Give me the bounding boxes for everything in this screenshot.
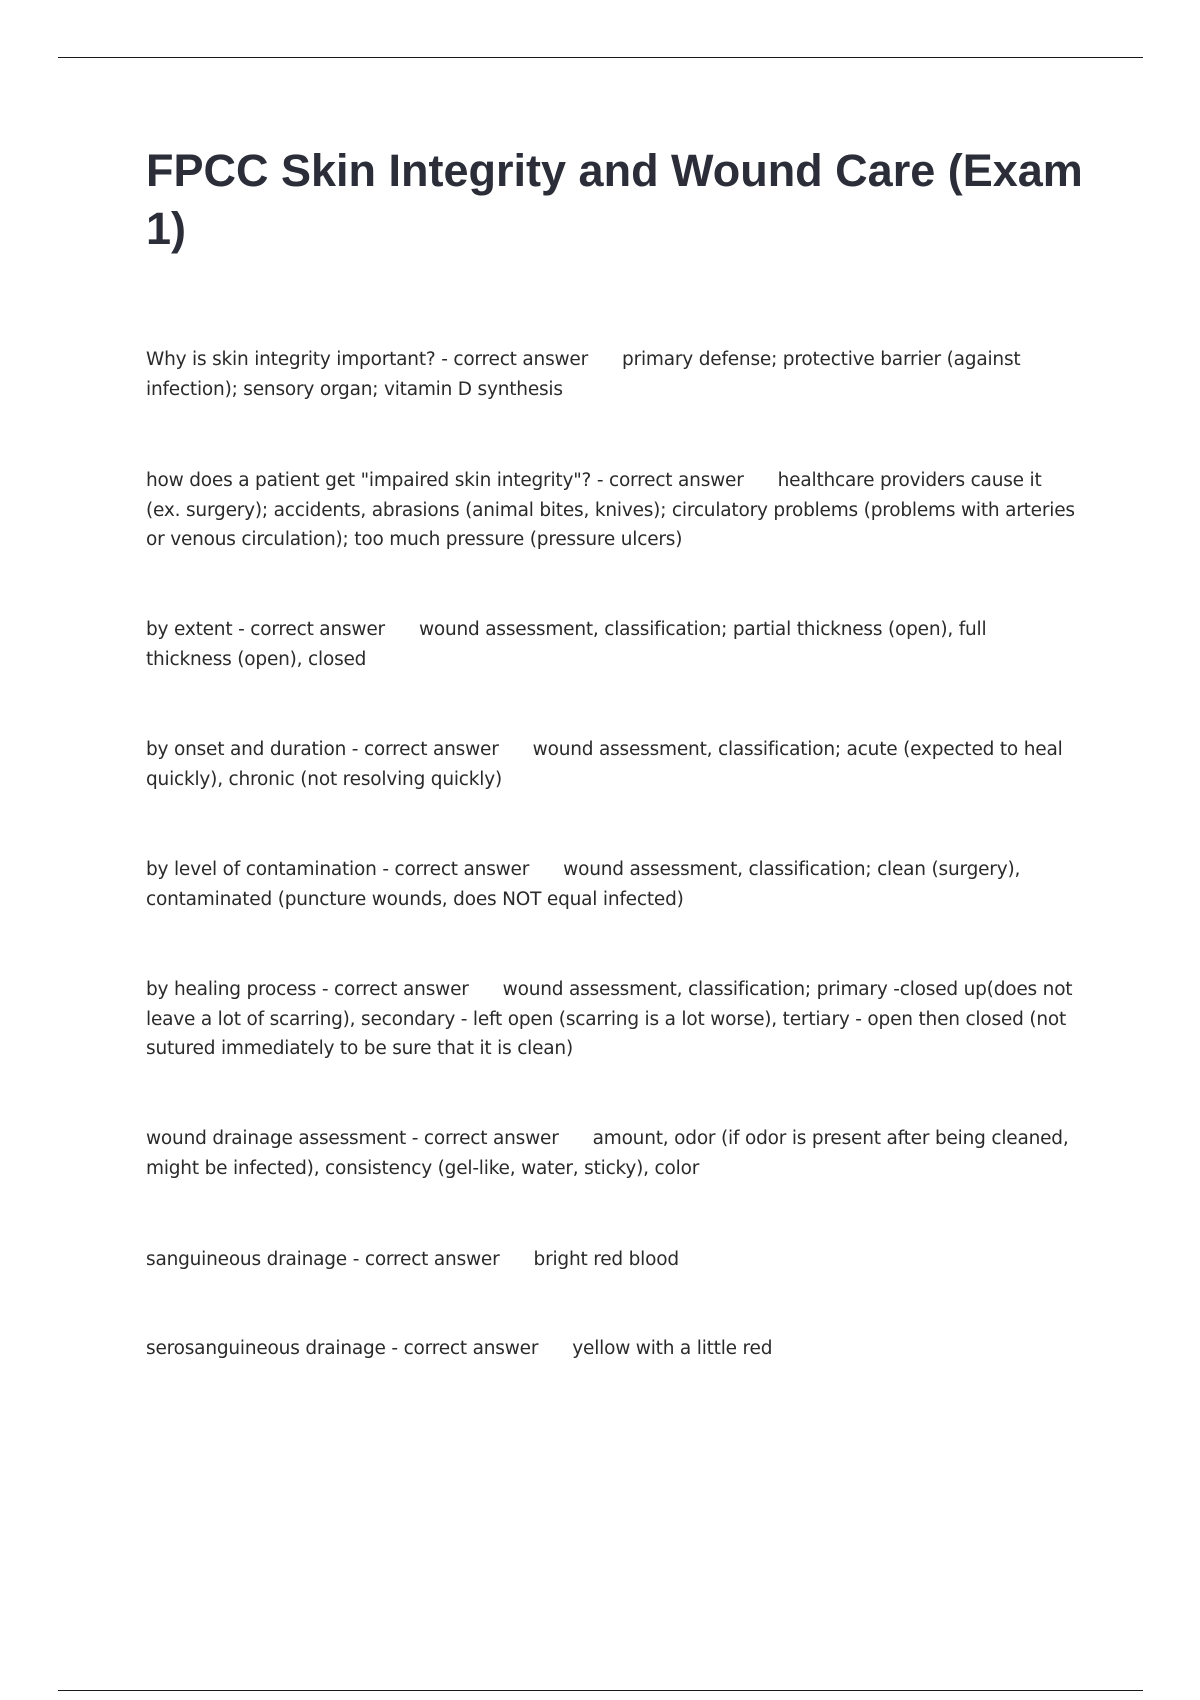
flashcard-item (146, 615, 1076, 674)
card-separator: - correct answer (351, 739, 499, 760)
card-question: wound drainage assessment (146, 1128, 407, 1149)
card-separator: - correct answer (382, 859, 530, 880)
card-separator: - correct answer (391, 1338, 539, 1359)
card-question: sanguineous drainage (146, 1249, 347, 1270)
card-answer: yellow with a little red (572, 1338, 773, 1359)
card-separator: - correct answer (238, 619, 385, 640)
card-answer: amount, odor (if odor is present after being cleaned, might be infected), consistency (gel-like, water, sticky), color (146, 1128, 1069, 1179)
flashcard-item (146, 855, 1076, 914)
flashcard-item (146, 735, 1076, 794)
card-answer: wound assessment, classification; acute (expected to heal quickly), chronic (not resolving quickly) (146, 739, 1063, 790)
card-answer: bright red blood (533, 1249, 679, 1270)
card-question: by extent (146, 619, 233, 640)
flashcard-item (146, 1245, 1076, 1275)
card-question: Why is skin integrity important? (146, 349, 436, 370)
flashcard-item (146, 345, 1076, 404)
card-answer: wound assessment, classification; clean (surgery), contaminated (puncture wounds, does NOT equal infected) (146, 859, 1021, 910)
flashcard-item (146, 1334, 1076, 1364)
flashcard-item (146, 975, 1076, 1064)
card-question: by healing process (146, 979, 317, 1000)
top-divider (58, 57, 1143, 58)
card-question: by onset and duration (146, 739, 347, 760)
card-answer: healthcare providers cause it (ex. surgery); accidents, abrasions (animal bites, knives); circulatory problems (problems with arteries or venous circulation); too much pressure (pressure ulcers) (146, 470, 1075, 550)
card-answer: primary defense; protective barrier (against infection); sensory organ; vitamin D synthesis (146, 349, 1021, 400)
flashcard-item (146, 1124, 1076, 1183)
card-question: serosanguineous drainage (146, 1338, 386, 1359)
card-answer: wound assessment, classification; primary -closed up(does not leave a lot of scarring), secondary - left open (scarring is a lot worse), tertiary - open then closed (not sutured immediately to be sure that it is clean) (146, 979, 1073, 1059)
card-separator: - correct answer (411, 1128, 559, 1149)
card-separator: - correct answer (352, 1249, 500, 1270)
card-separator: - correct answer (321, 979, 469, 1000)
card-question: by level of contamination (146, 859, 377, 880)
card-separator: - correct answer (441, 349, 589, 370)
card-question: how does a patient get "impaired skin integrity"? (146, 470, 592, 491)
card-answer: wound assessment, classification; partial thickness (open), full thickness (open), closed (146, 619, 987, 670)
bottom-divider (58, 1690, 1143, 1691)
card-separator: - correct answer (596, 470, 744, 491)
page-title: FPCC Skin Integrity and Wound Care (Exam 1) (146, 145, 1083, 254)
flashcard-item (146, 466, 1076, 555)
